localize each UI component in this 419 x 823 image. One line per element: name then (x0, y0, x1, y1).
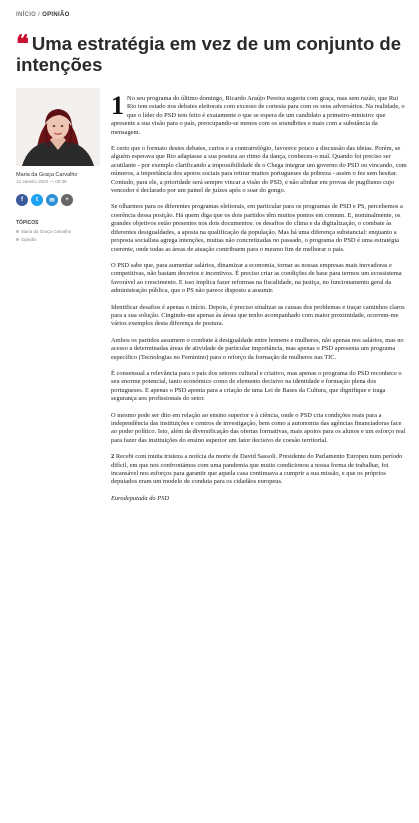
author-signature: Eurodeputada do PSD (111, 494, 170, 502)
section-number: 2 (111, 453, 115, 461)
article-paragraph (111, 91, 408, 137)
breadcrumb (16, 12, 70, 18)
article-headline (16, 34, 406, 74)
topic-label[interactable]: Maria da Graça Carvalho (21, 229, 72, 234)
publish-date: 12 Janeiro 2022 — 00:39 (16, 179, 67, 184)
topic-item[interactable] (16, 229, 100, 234)
topic-item[interactable] (16, 237, 100, 242)
breadcrumb-section-link[interactable]: OPINIÃO (42, 12, 70, 18)
twitter-share-icon[interactable]: t (31, 194, 43, 206)
article-paragraph: Ambos os partidos assumem o combate à desigualdade entre homens e mulheres, não apenas nos salários, mas no acesso a determinadas áreas de atividade de particular importância, mas apenas o PSD apresenta um programa específico (Tecnologias no Feminino) para o reforço da formação de mulheres nas TIC. (111, 336, 404, 361)
author-sidebar (16, 88, 100, 242)
article-paragraph: E certo que o formato destes debates, curtos e a contrarrelógio, favorece pouco a discussão das ideias. Porém, se alguém esperava que Rio adaptasse a sua postura ao ritmo da dança, conheceu-o mal. Quando foi preciso ser acutilante - por exemplo clarificando a impossibilidade de o Chega integrar um governo do PSD ou vincando, com números, a importância dos apoios sociais para retirar muitos portugueses da pobreza - assim o fez sem hesitar. Contudo, para ele, a prioridade será sempre vincar a visão do PSD, e não alinhar em provas de pugilismo cujo vencedor é declarado por um painel de juízes após o soar do gongo. (111, 145, 407, 195)
email-share-icon[interactable]: ✉ (46, 194, 58, 206)
article-paragraph: Identificar desafios é apenas o início. Depois, é preciso sinalizar as causas dos problemas e traçar caminhos claros para a sua solução. Cingindo-me apenas às áreas que tenho acompanhado com maior proximidade, ocorrem-me vários exemplos desta diferença de postura. (111, 303, 405, 328)
author-name[interactable]: Maria da Graça Carvalho (16, 172, 78, 178)
topics-heading: TÓPICOS (16, 220, 39, 226)
article-body (111, 91, 408, 511)
bullet-icon (16, 230, 19, 233)
headline-title: Uma estratégia em vez de um conjunto de intenções (16, 33, 401, 75)
topic-label[interactable]: Opinião (21, 237, 37, 242)
paragraph-text: No seu programa do último domingo, Ricardo Araújo Pereira sugeriu com graça, mas sem razão, que Rui Rio tem estado nos debates eleitorais com excesso de cortesia para com os seus adversários. Na realidade, o que o líder do PSD tem feito é exatamente o que se espera de um candidato a primeiro-ministro: que apresente a sua visão para o país, preocupando-se menos com os soundbites e mais com a substância da mensagem. (111, 95, 405, 136)
breadcrumb-separator: / (38, 12, 41, 18)
author-photo (16, 88, 100, 166)
quote-icon: ❝ (16, 32, 29, 58)
article-paragraph: Se olharmos para os diferentes programas eleitorais, em particular para os programas de PSD e PS, percebemos a coerência dessa posição. Há quem diga que os dois partidos têm muitos pontos em comum. E, nominalmente, os grandes objetivos estão presentes nos dois documentos: os desafios do clima e da digitalização, o combate às diferentes desigualdades, a aposta na qualificação da população. Mas há uma diferença substancial: enquanto a proposta socialista agrega intenções, muitas não concretizadas no passado, o programa do PSD é uma estratégia coerente, onde todas as áreas de atuação contribuem para o mesmo fim de melhorar o país. (111, 203, 403, 253)
share-buttons (16, 194, 100, 206)
article-paragraph: O PSD sabe que, para aumentar salários, dinamizar a economia, tornar as nossas empresas mais inovadoras e competitivas, não bastam decretos e incentivos. É preciso criar as condições de base para termos um ecossistema favorável ao crescimento. E isso implica fazer reformas na fiscalidade, na justiça, no funcionamento geral da administração pública, que o PS não parece disposto a assumir. (111, 261, 402, 295)
more-share-icon[interactable]: + (61, 194, 73, 206)
facebook-share-icon[interactable]: f (16, 194, 28, 206)
breadcrumb-home-link[interactable]: INÍCIO (16, 12, 37, 18)
dropcap-number: 1 (111, 91, 124, 120)
bullet-icon (16, 238, 19, 241)
article-paragraph: É consensual a relevância para o país dos setores cultural e criativo, mas apenas o programa do PSD reconhece o seu enorme potencial, tanto económico como de elemento decisivo na identidade e formação plena dos portugueses. E apenas o PSD aponta para a criação de uma Lei de Bases da Cultura, que dignifique e traga segurança aos profissionais do setor. (111, 369, 402, 403)
article-paragraph: O mesmo pode ser dito em relação ao ensino superior e à ciência, onde o PSD cria condições reais para a independência das instituições e centros de investigação, bem como a autonomia das agências financiadoras face ao poder político. Isto, além da diversificação das ofertas formativas, mais apoios para os alunos e um esforço real para fazer das instituições do ensino superior um fator decisivo de coesão territorial. (111, 411, 406, 444)
article-paragraph (111, 453, 408, 487)
paragraph-text: Recebi com muita tristeza a notícia da morte de David Sassoli. Presidente do Parlamento Europeu num período difícil, em que nos confrontámos com uma pandemia que muito condicionou a nossa forma de trabalhar, foi incansável nos esforços para garantir que aquela casa continuava a cumprir a sua missão, e que os próprios deputados eram um modelo de conduta para os cidadãos europeus. (111, 453, 403, 486)
